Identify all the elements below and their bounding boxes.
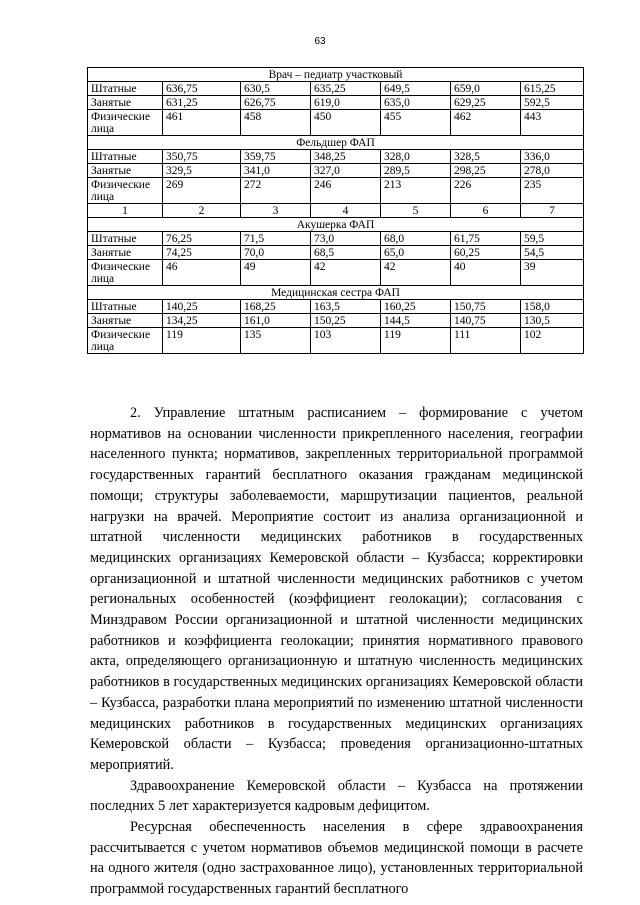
- table-row: [88, 178, 584, 204]
- table-cell: 289,5: [381, 164, 451, 178]
- column-number: 2: [163, 204, 241, 218]
- table-cell: 636,75: [163, 82, 241, 96]
- section-title: Врач – педиатр участковый: [88, 68, 584, 82]
- table-cell: 168,25: [241, 300, 311, 314]
- table-cell: 119: [381, 328, 451, 354]
- table-cell: 144,5: [381, 314, 451, 328]
- column-number: 1: [88, 204, 163, 218]
- table-cell: 102: [521, 328, 584, 354]
- table-cell: 635,0: [381, 96, 451, 110]
- table-cell: 42: [381, 260, 451, 286]
- table-cell: 40: [451, 260, 521, 286]
- table-cell: 150,25: [311, 314, 381, 328]
- row-label: Физические лица: [88, 110, 163, 136]
- section-title: Медицинская сестра ФАП: [88, 286, 584, 300]
- table-row: [88, 150, 584, 164]
- table-cell: 158,0: [521, 300, 584, 314]
- row-label: Физические лица: [88, 328, 163, 354]
- row-label: Занятые: [88, 96, 163, 110]
- table-row: [88, 260, 584, 286]
- row-label: Штатные: [88, 300, 163, 314]
- table-cell: 134,25: [163, 314, 241, 328]
- table-cell: 341,0: [241, 164, 311, 178]
- table-cell: 350,75: [163, 150, 241, 164]
- table-cell: 328,0: [381, 150, 451, 164]
- table-cell: 626,75: [241, 96, 311, 110]
- row-label: Физические лица: [88, 178, 163, 204]
- table-cell: 76,25: [163, 232, 241, 246]
- table-cell: 226: [451, 178, 521, 204]
- section-header-row: [88, 136, 584, 150]
- table-cell: 336,0: [521, 150, 584, 164]
- table-cell: 111: [451, 328, 521, 354]
- table-cell: 631,25: [163, 96, 241, 110]
- table-cell: 278,0: [521, 164, 584, 178]
- table-cell: 450: [311, 110, 381, 136]
- table-cell: 629,25: [451, 96, 521, 110]
- table-cell: 59,5: [521, 232, 584, 246]
- table-cell: 150,75: [451, 300, 521, 314]
- column-number: 3: [241, 204, 311, 218]
- table-cell: 70,0: [241, 246, 311, 260]
- table-cell: 462: [451, 110, 521, 136]
- table-cell: 649,5: [381, 82, 451, 96]
- table-cell: 635,25: [311, 82, 381, 96]
- table-row: [88, 110, 584, 136]
- table-cell: 443: [521, 110, 584, 136]
- paragraph: Здравоохранение Кемеровской области – Кузбасса на протяжении последних 5 лет характеризуется кадровым дефицитом.: [90, 777, 583, 815]
- table-row: [88, 314, 584, 328]
- table-row: [88, 246, 584, 260]
- table-cell: 160,25: [381, 300, 451, 314]
- table-cell: 103: [311, 328, 381, 354]
- paragraph: 2. Управление штатным расписанием – формирование с учетом нормативов на основании численности прикрепленного населения, географии населенного пункта; нормативов, закрепленных территориальной программой государственных гарантий бесплатного оказания гражданам медицинской помощи; структуры заболеваемости, маршрутизации пациентов, реальной нагрузки на врачей. Мероприятие состоит из анализа организационной и штатной численности медицинских работников в государственных медицинских организациях Кемеровской области – Кузбасса; корректировки организационной и штатной численности медицинских работников с учетом региональных особенностей (коэффициент геолокации); согласования с Минздравом России организационной и штатной численности медицинских работников и коэффициента геолокации; принятия нормативного правового акта, определяющего организационную и штатную численность медицинских работников в государственных медицинских организациях Кемеровской области – Кузбасса, разработки плана мероприятий по изменению штатной численности медицинских работников в государственных медицинских организациях Кемеровской области – Кузбасса; проведения организационно-штатных мероприятий.: [90, 405, 583, 773]
- table-cell: 46: [163, 260, 241, 286]
- table-cell: 246: [311, 178, 381, 204]
- section-title: Фельдшер ФАП: [88, 136, 584, 150]
- table-row: [88, 232, 584, 246]
- column-number: 7: [521, 204, 584, 218]
- body-text: [90, 403, 583, 900]
- table-cell: 42: [311, 260, 381, 286]
- page-number: 63: [314, 36, 326, 47]
- table-cell: 135: [241, 328, 311, 354]
- table-cell: 619,0: [311, 96, 381, 110]
- table-cell: 455: [381, 110, 451, 136]
- paragraph: Ресурсная обеспеченность населения в сфере здравоохранения рассчитывается с учетом нормативов объемов медицинской помощи в расчете на одного жителя (одно застрахованное лицо), установленных территориальной программой государственных гарантий бесплатного: [90, 819, 583, 898]
- table-cell: 140,75: [451, 314, 521, 328]
- table-cell: 615,25: [521, 82, 584, 96]
- table-cell: 213: [381, 178, 451, 204]
- column-number: 5: [381, 204, 451, 218]
- table-cell: 71,5: [241, 232, 311, 246]
- table-cell: 659,0: [451, 82, 521, 96]
- table-cell: 461: [163, 110, 241, 136]
- table-row: [88, 328, 584, 354]
- row-label: Занятые: [88, 164, 163, 178]
- table-cell: 163,5: [311, 300, 381, 314]
- row-label: Занятые: [88, 314, 163, 328]
- table-row: [88, 96, 584, 110]
- table-cell: 54,5: [521, 246, 584, 260]
- staffing-table: [87, 67, 584, 354]
- row-label: Штатные: [88, 82, 163, 96]
- table-cell: 39: [521, 260, 584, 286]
- table-cell: 60,25: [451, 246, 521, 260]
- table-cell: 630,5: [241, 82, 311, 96]
- table-cell: 73,0: [311, 232, 381, 246]
- table-cell: 68,0: [381, 232, 451, 246]
- table-cell: 359,75: [241, 150, 311, 164]
- column-number: 4: [311, 204, 381, 218]
- table-cell: 119: [163, 328, 241, 354]
- table-cell: 328,5: [451, 150, 521, 164]
- column-number-row: [88, 204, 584, 218]
- table-cell: 161,0: [241, 314, 311, 328]
- table-row: [88, 300, 584, 314]
- section-title: Акушерка ФАП: [88, 218, 584, 232]
- table-cell: 329,5: [163, 164, 241, 178]
- table-row: [88, 164, 584, 178]
- column-number: 6: [451, 204, 521, 218]
- table-cell: 61,75: [451, 232, 521, 246]
- table-cell: 49: [241, 260, 311, 286]
- table-cell: 68,5: [311, 246, 381, 260]
- table-cell: 298,25: [451, 164, 521, 178]
- table-row: [88, 82, 584, 96]
- table-cell: 269: [163, 178, 241, 204]
- table-cell: 458: [241, 110, 311, 136]
- table-cell: 592,5: [521, 96, 584, 110]
- row-label: Штатные: [88, 150, 163, 164]
- section-header-row: [88, 68, 584, 82]
- table-cell: 272: [241, 178, 311, 204]
- table-cell: 235: [521, 178, 584, 204]
- section-header-row: [88, 218, 584, 232]
- row-label: Физические лица: [88, 260, 163, 286]
- row-label: Штатные: [88, 232, 163, 246]
- row-label: Занятые: [88, 246, 163, 260]
- section-header-row: [88, 286, 584, 300]
- table-cell: 74,25: [163, 246, 241, 260]
- table-cell: 140,25: [163, 300, 241, 314]
- table-cell: 327,0: [311, 164, 381, 178]
- table-cell: 130,5: [521, 314, 584, 328]
- table-cell: 348,25: [311, 150, 381, 164]
- table-cell: 65,0: [381, 246, 451, 260]
